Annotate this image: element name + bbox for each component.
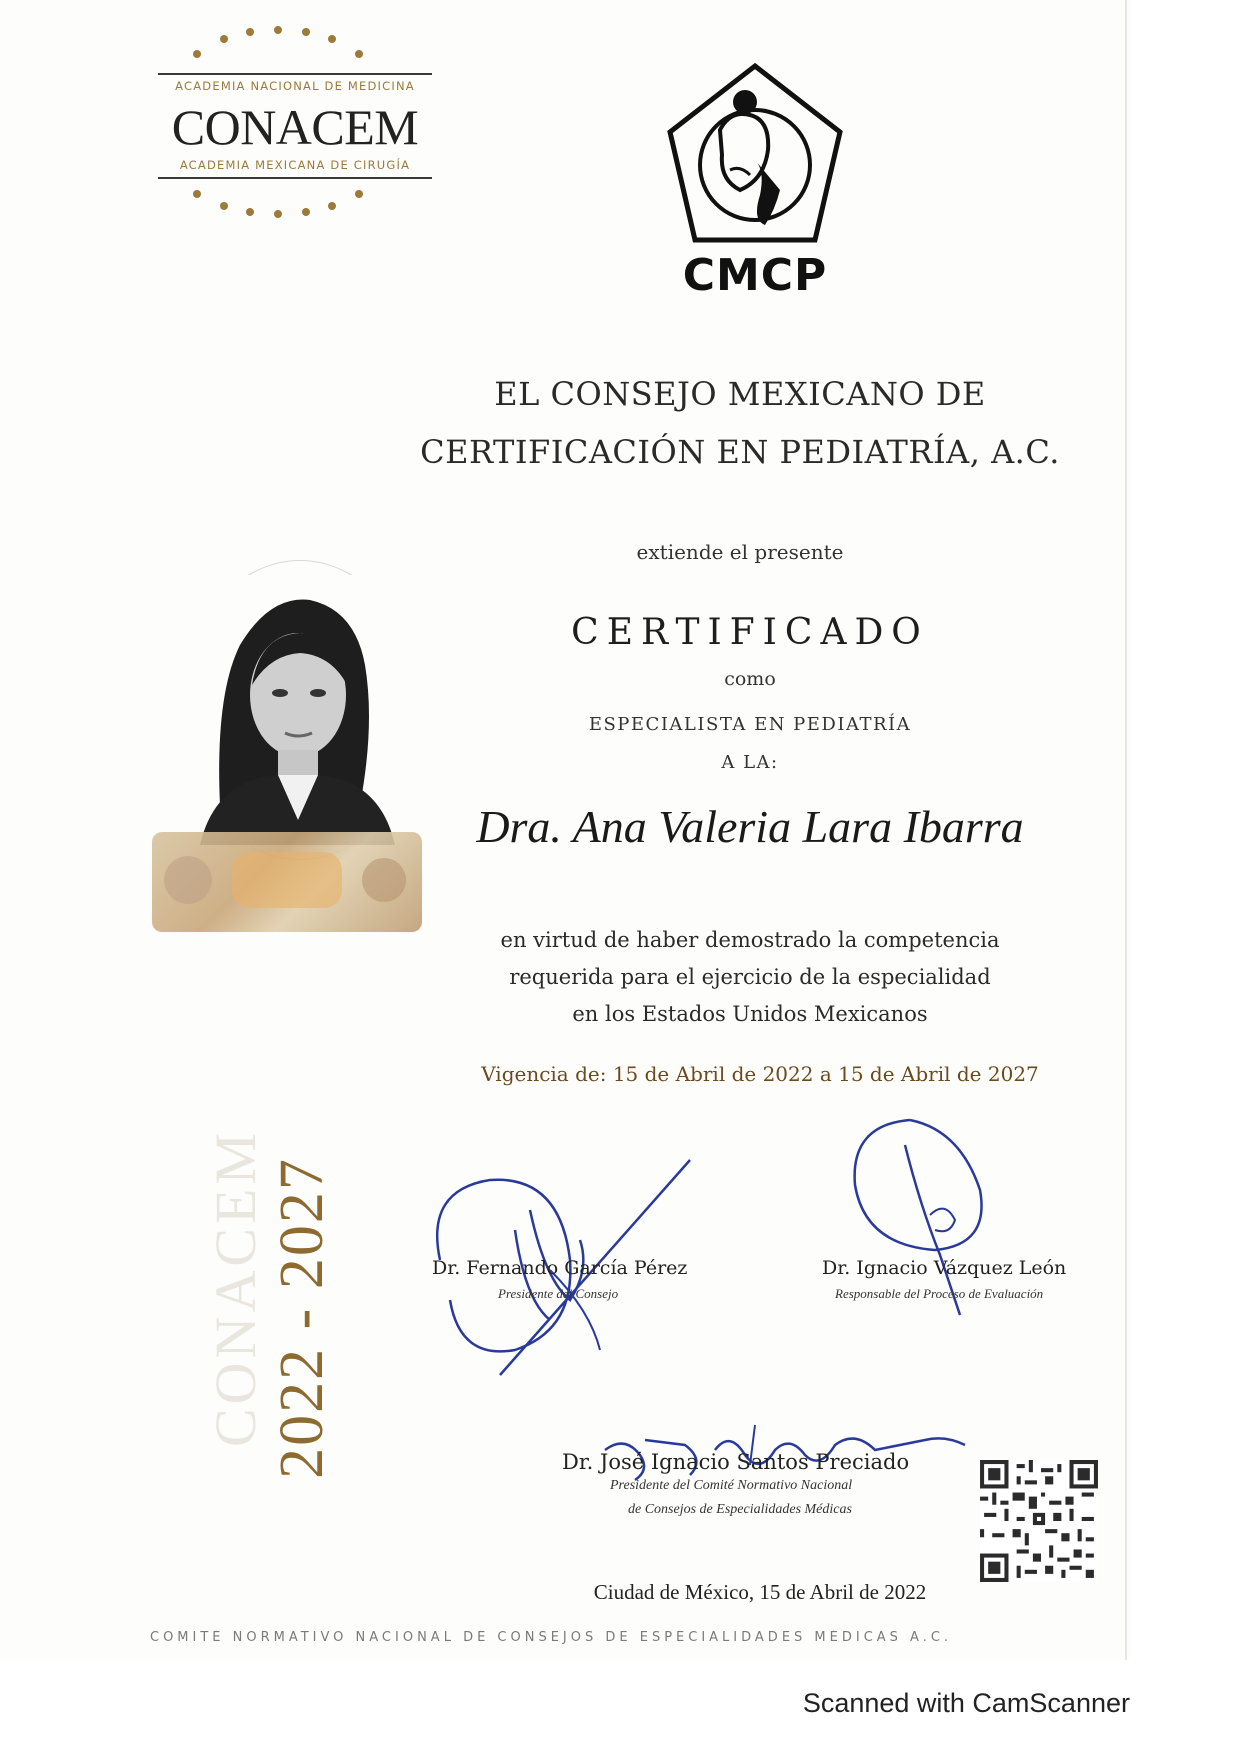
conacem-top-text: ACADEMIA NACIONAL DE MEDICINA <box>175 79 415 93</box>
hologram-seal-icon <box>152 832 422 932</box>
signature-name-2: Dr. Ignacio Vázquez León <box>822 1257 1067 1279</box>
place-date: Ciudad de México, 15 de Abril de 2022 <box>593 1580 927 1604</box>
qr-code-icon <box>980 1460 1098 1582</box>
extiende-text: extiende el presente <box>636 540 844 564</box>
conacem-main-text: CONACEM <box>171 99 419 155</box>
sheet-edge <box>1125 0 1127 1660</box>
cmcp-logo-text: CMCP <box>682 250 828 301</box>
council-heading-line1: EL CONSEJO MEXICANO DE <box>494 375 986 413</box>
signature-role-3-line2: de Consejos de Especialidades Médicas <box>628 1502 852 1517</box>
signature-role-1: Presidente del Consejo <box>498 1286 619 1301</box>
cmcp-logo <box>660 60 850 310</box>
footer-committee-text: COMITÉ NORMATIVO NACIONAL DE CONSEJOS DE ESPECIALIDADES MÉDICAS A.C. <box>150 1630 953 1645</box>
validity-years: 2022 - 2027 <box>268 1157 336 1479</box>
scanner-watermark: Scanned with CamScanner <box>802 1688 1130 1718</box>
competence-line3: en los Estados Unidos Mexicanos <box>572 1002 928 1026</box>
specialty-text: ESPECIALISTA EN PEDIATRÍA <box>588 714 912 735</box>
conacem-logo <box>150 20 440 220</box>
portrait-photo <box>160 575 420 845</box>
competence-statement <box>440 922 1060 1033</box>
certificate-title: CERTIFICADO <box>571 612 929 653</box>
conacem-watermark: CONACEM <box>203 1128 268 1448</box>
cmcp-logo-icon <box>660 60 850 250</box>
signature-role-2: Responsable del Proceso de Evaluación <box>835 1286 1044 1301</box>
como-text: como <box>724 668 776 690</box>
signature-name-3: Dr. José Ignacio Santos Preciado <box>562 1450 910 1474</box>
conacem-bottom-text: ACADEMIA MEXICANA DE CIRUGÍA <box>179 158 411 172</box>
council-heading-line2: CERTIFICACIÓN EN PEDIATRÍA, A.C. <box>420 433 1060 471</box>
competence-line1: en virtud de haber demostrado la competencia <box>500 928 1000 952</box>
council-heading <box>380 365 1100 481</box>
validity-text: Vigencia de: 15 de Abril de 2022 a 15 de Abril de 2027 <box>481 1062 1039 1086</box>
signature-name-1: Dr. Fernando García Pérez <box>432 1257 688 1279</box>
a-la-text: A LA: <box>721 752 779 773</box>
recipient-name: Dra. Ana Valeria Lara Ibarra <box>476 801 1024 852</box>
competence-line2: requerida para el ejercicio de la especialidad <box>509 965 991 989</box>
signature-role-3-line1: Presidente del Comité Normativo Nacional <box>610 1478 853 1493</box>
